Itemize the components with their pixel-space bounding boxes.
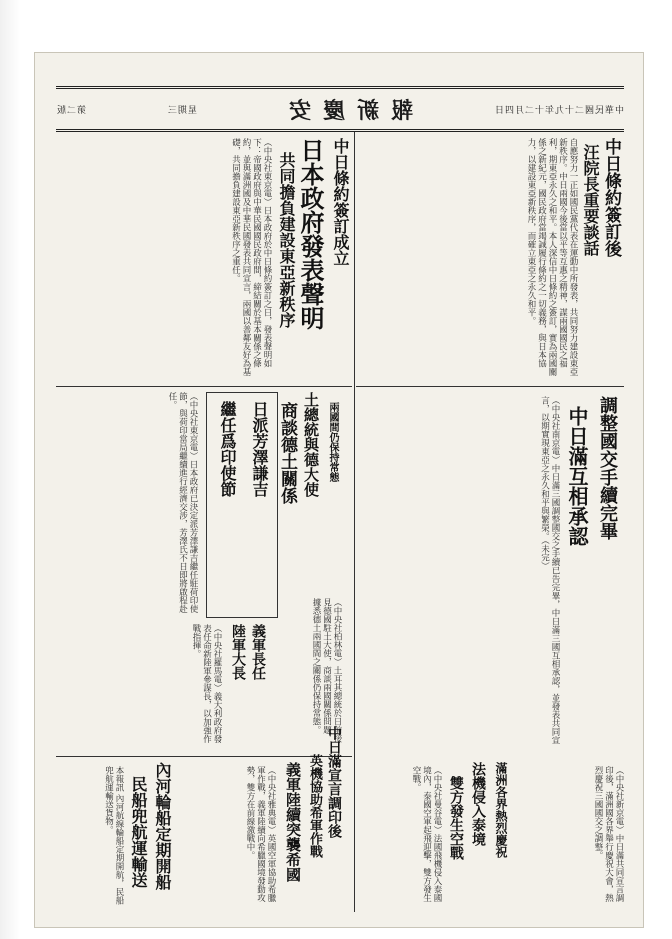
article-7-body: （中央社南京電）中日滿三國調整國交之手續已告完畢，中日滿三國互相承認，並發表共同宣言，以期實現東亞之永久和平與繁榮。（未完） — [539, 396, 560, 745]
article-2-headline: 中日條約簽訂成立 — [331, 138, 350, 266]
article-7-subheadline: 中日滿互相承認 — [565, 406, 589, 546]
divider — [356, 386, 624, 387]
article-7-headline: 調整國交手續完畢 — [597, 396, 618, 540]
article-6-body: （中央社雅典電）英國空軍協助希臘軍作戰，義軍陸續向希臘國境發動攻勢，雙方在前線激戰中。 — [245, 766, 276, 902]
column-rule — [354, 132, 355, 912]
article-1-subheadline: 汪院長重要談話 — [581, 144, 600, 256]
article-9-body: （中央社新京電）中日滿共同宣言調印後，滿洲國各界舉行慶祝大會，熱烈慶祝三國國交之調整。 — [593, 766, 624, 902]
article-10-subheadline: 民船兜航運輸送 — [129, 776, 148, 888]
article-5-headline: 義軍長任 — [250, 624, 266, 680]
masthead — [56, 86, 624, 132]
issue-date: 中華民國二十九年十二月四日 — [493, 105, 624, 116]
article-1-body: 自應努力一正如國民黨代表在運動中所發表，共同努力建設東亞新秩序。中日兩國今後當以平等互惠之精神，謀兩國國民之福利，期東亞永久之和平。本人深信中日條約之簽訂，實為兩國關係之新紀元，國民政府當竭誠履行條約之一切義務，與日本協力，以建設東亞新秩序，而確立東亞之永久和平。 — [526, 138, 578, 376]
article-3-subheadline: 繼任爲印使節 — [218, 401, 237, 497]
article-8-subheadline: 雙方發生空戰 — [448, 776, 464, 860]
article-4-deck: 兩國間仍保持常態 — [327, 402, 338, 482]
article-10-body: 本報訊 內河航線輪船定期開航，民船兜航運輸送貨物。 — [103, 766, 124, 905]
newspaper-page — [56, 86, 624, 916]
article-6-headline: 英機協助希軍作戰 — [307, 754, 322, 858]
article-3-body: （中央社東京電）日本政府已決定派芳澤謙吉繼任駐荷印使節，與荷印當局繼續進行經濟交涉，芳澤氏不日即將啟程赴任。 — [167, 392, 198, 613]
article-2-body: （中央社東京電）日本政府於中日條約簽訂之日，發表聲明如下：帝國政府與中華民國國民政府間，締結關於基本關係之條約，並與滿洲國及中華民國發表共同宣言，兩國以善鄰友好為基礎，共同擔負建設東亞新秩序之重任。 — [230, 138, 272, 376]
article-4-subheadline: 商談德土關係 — [277, 402, 297, 504]
article-8-body: （中央社曼谷電）法國飛機侵入泰國境內，泰國空軍起飛迎擊，雙方發生空戰。 — [411, 766, 442, 902]
paper-name: 報新慶安 — [277, 97, 414, 124]
article-4-headline: 土總統與德大使 — [302, 392, 320, 497]
article-10-headline: 內河輪船定期開船 — [153, 762, 172, 890]
article-1-headline: 中日條約簽訂後 — [601, 138, 621, 257]
article-3-box — [206, 392, 278, 618]
article-8-headline: 法機侵入泰境 — [470, 762, 486, 846]
article-5-body: （中央社羅馬電）義大利政府發表任命新陸軍參謀長，以加強作戰指揮。 — [191, 624, 222, 743]
article-6-subheadline: 義軍陸續突襲希國 — [284, 762, 302, 882]
article-2-subheadline: 日本政府發表聲明 — [296, 138, 325, 330]
binding-margin — [0, 0, 20, 939]
article-9-subheadline: 滿洲各界熱烈慶祝 — [494, 762, 508, 858]
divider — [56, 386, 352, 387]
article-9-headline: 中日滿宣言調印後 — [326, 726, 342, 838]
weekday: 星期三 — [166, 105, 197, 116]
article-5-subheadline: 陸軍大長 — [230, 624, 246, 680]
article-4-body: （中央社柏林電）土耳其總統於日前接見德國駐土大使，商談兩國關係問題，據悉德土兩國間之關係仍保持常態。 — [311, 598, 342, 743]
article-2-deck: 共同擔負建設東亞新秩序 — [277, 152, 296, 328]
edition: 第二版 — [56, 105, 87, 116]
article-3-headline: 日派芳澤謙吉 — [250, 401, 269, 497]
